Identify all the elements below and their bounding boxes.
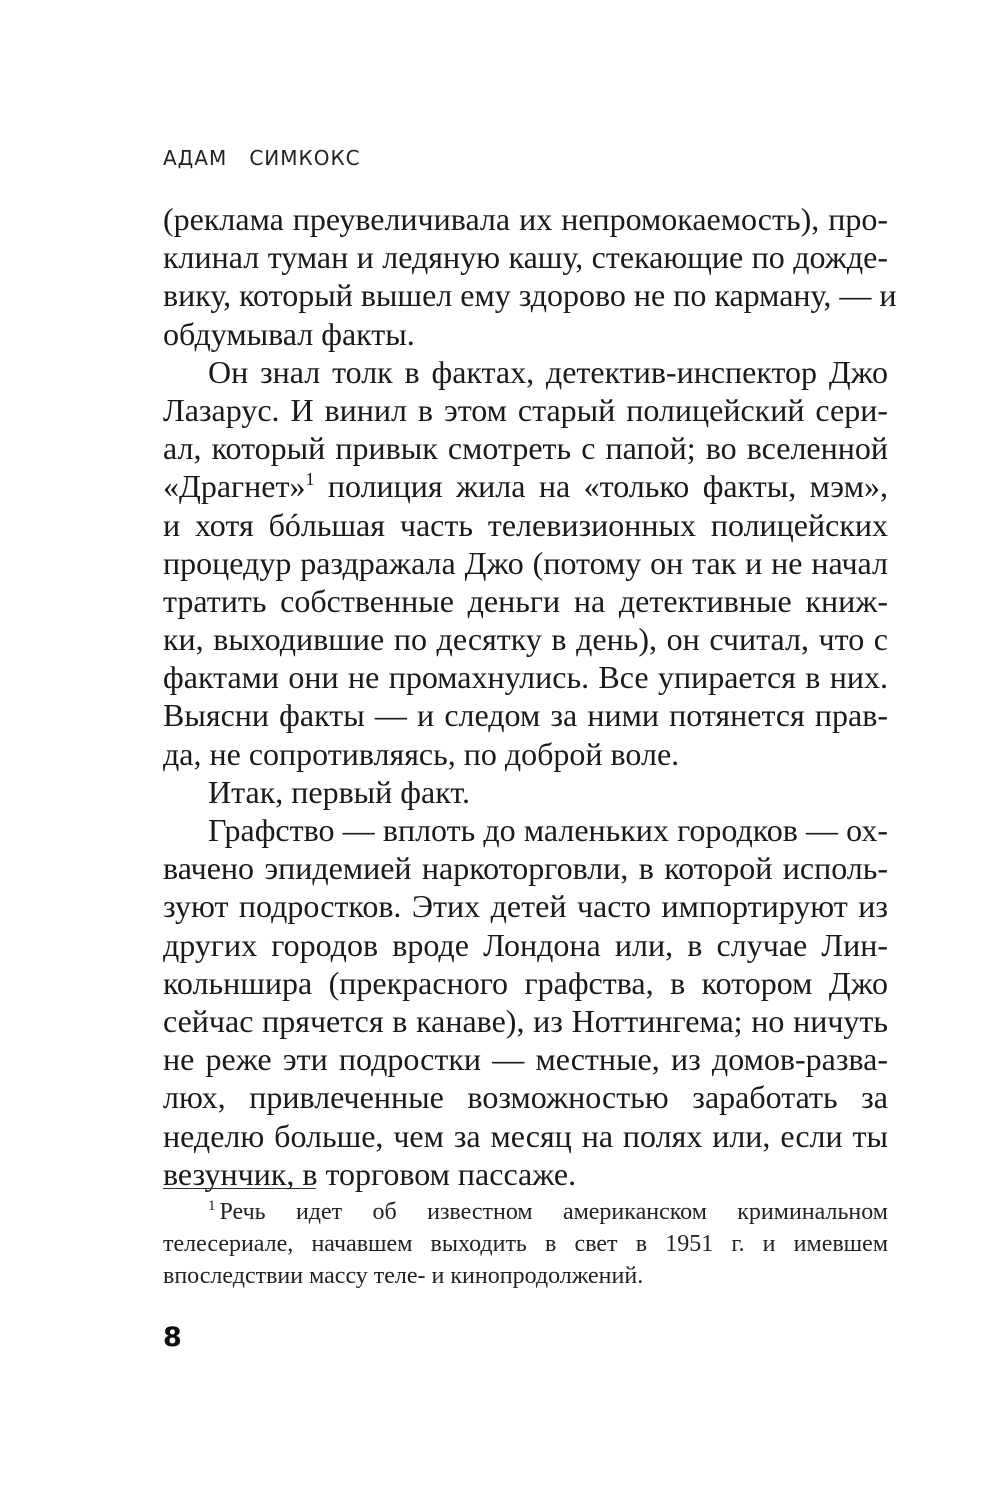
text-line: зуют подростков. Этих детей часто импортируют из: [163, 888, 888, 925]
text-line: везунчик, в торговом пассаже.: [163, 1155, 577, 1192]
text-fragment: «Драгнет»: [163, 468, 306, 505]
footnote-line: телесериале, начавшем выходить в свет в 1951 г. и имевшем: [163, 1231, 888, 1257]
text-line: Выясни факты — и следом за ними потянется прав-: [163, 697, 888, 734]
body-text: [163, 200, 897, 1193]
footnote-text: Речь идет об известном американском криминальном: [219, 1199, 888, 1225]
text-line: Графство — вплоть до маленьких городков — ох-: [208, 812, 888, 848]
text-line: других городов вроде Лондона или, в случае Лин-: [163, 926, 888, 963]
footnote-number: 1: [208, 1198, 216, 1214]
text-line: и хотя бóльшая часть телевизионных полицейских: [163, 506, 888, 543]
text-line: процедур раздражала Джо (потому он так и не начал: [163, 544, 888, 581]
text-line: клинал туман и ледяную кашу, стекающие по дожде-: [163, 239, 888, 276]
text-line: люх, привлеченные возможностью заработать за: [163, 1079, 888, 1116]
text-line: ал, который привык смотреть с папой; во вселенной: [163, 430, 888, 467]
text-line: тратить собственные деньги на детективные книж-: [163, 582, 888, 619]
text-line: Он знал толк в фактах, детектив-инспектор Джо: [208, 353, 888, 390]
text-line: фактами они не промахнулись. Все упирается в них.: [163, 659, 888, 696]
running-head-author: АДАМ СИМКОКС: [163, 146, 361, 170]
footnote: [163, 1196, 888, 1292]
page-number: 8: [163, 1322, 182, 1353]
text-line: Лазарус. И винил в этом старый полицейский сери-: [163, 391, 888, 428]
text-line: Итак, первый факт.: [208, 773, 470, 810]
text-line: (реклама преувеличивала их непромокаемость), про-: [163, 201, 888, 237]
text-line-with-footnote-ref: [163, 467, 888, 505]
text-fragment: полиция жила на «только факты, мэм»,: [314, 468, 888, 505]
footnote-divider: [163, 1188, 316, 1189]
text-line: неделю больше, чем за месяц на полях или, если ты: [163, 1117, 888, 1154]
text-line: ки, выходившие по десятку в день), он считал, что с: [163, 621, 888, 658]
text-line: вику, который вышел ему здорово не по карману, — и: [163, 277, 897, 314]
footnote-reference[interactable]: 1: [305, 469, 315, 490]
text-line: не реже эти подростки — местные, из домов-разва-: [163, 1041, 888, 1078]
text-line: кольншира (прекрасного графства, в котором Джо: [163, 964, 888, 1001]
footnote-line: впоследствии массу теле- и кинопродолжений.: [163, 1263, 644, 1289]
footnote-line: [163, 1196, 888, 1228]
text-line: обдумывал факты.: [163, 315, 415, 352]
text-line: сейчас прячется в канаве), из Ноттингема; но ничуть: [163, 1002, 888, 1039]
text-line: вачено эпидемией наркоторговли, в которой исполь-: [163, 850, 888, 887]
text-line: да, не сопротивляясь, по доброй воле.: [163, 735, 680, 772]
